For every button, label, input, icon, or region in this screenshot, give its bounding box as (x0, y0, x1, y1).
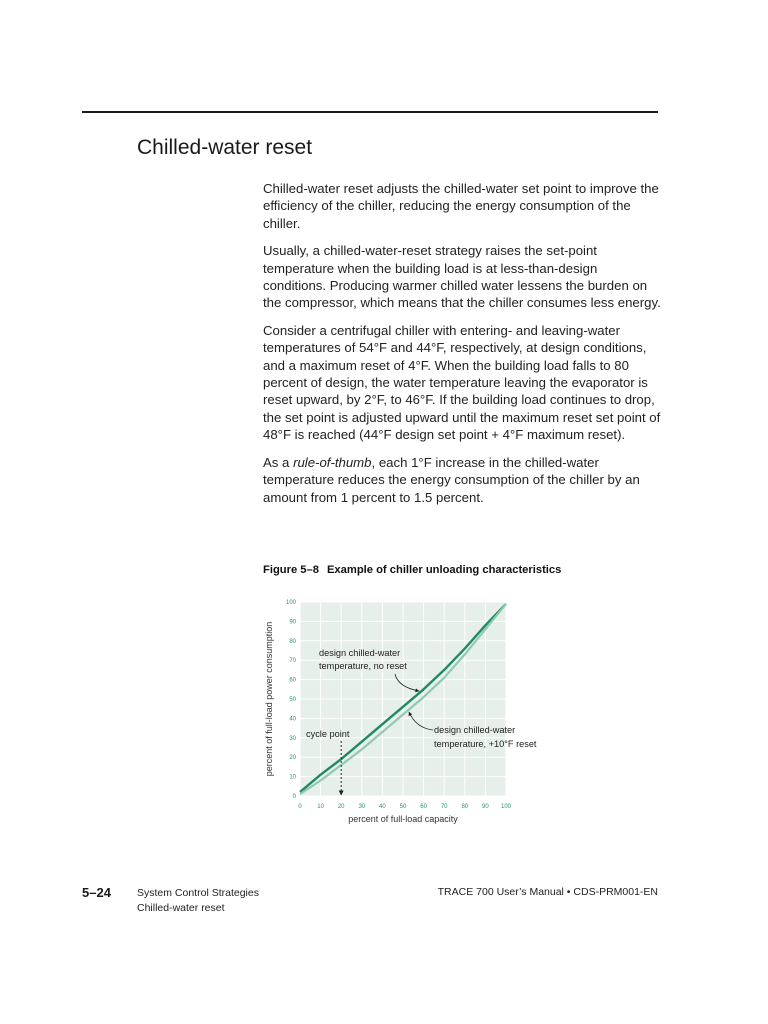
x-tick-labels (298, 804, 511, 810)
x-tick-label: 70 (440, 804, 448, 810)
x-tick-label: 50 (399, 804, 407, 810)
rule-of-thumb-emphasis: rule-of-thumb (293, 454, 372, 470)
x-tick-label: 20 (337, 804, 345, 810)
footer-chapter: System Control Strategies (137, 887, 259, 899)
x-tick-label: 100 (500, 804, 512, 810)
y-tick-label: 50 (289, 697, 296, 703)
page-number: 5–24 (82, 885, 111, 900)
x-tick-label: 60 (420, 804, 427, 810)
y-tick-label: 60 (289, 677, 296, 684)
footer-chapter-info (137, 886, 259, 915)
y-tick-label: 80 (289, 638, 296, 645)
x-tick-label: 90 (482, 804, 489, 810)
y-tick-label: 0 (292, 794, 296, 800)
header-rule (82, 111, 658, 113)
footer-manual: TRACE 700 User’s Manual • CDS-PRM001-EN (437, 886, 658, 898)
section-title: Chilled-water reset (137, 136, 313, 159)
y-axis-label: percent of full-load power consumption (264, 621, 274, 777)
x-tick-label: 80 (461, 804, 469, 810)
paragraph-2: Usually, a chilled-water-reset strategy raises the set-point temperature when the building load is at less-than-design conditions. Producing warmer chilled water lessens the burden on the compressor, which means that the chiller consumes less energy. (263, 243, 661, 311)
y-tick-label: 40 (289, 716, 296, 723)
x-tick-label: 40 (379, 804, 386, 810)
paragraph-4-suffix: , each 1°F increase in the chilled-water temperature reduces the energy consumption of the chiller by an amount from 1 percent to 1.5 percent. (263, 454, 640, 505)
paragraph-4 (263, 454, 663, 506)
x-tick-label: 0 (298, 804, 302, 810)
y-tick-label: 30 (289, 735, 296, 742)
x-tick-label: 30 (358, 804, 366, 810)
no-reset-label-line2: temperature, no reset (319, 661, 407, 671)
y-tick-label: 10 (289, 774, 296, 781)
y-tick-label: 100 (285, 600, 296, 606)
x-axis-label: percent of full-load capacity (348, 814, 458, 824)
paragraph-1: Chilled-water reset adjusts the chilled-water set point to improve the efficiency of the chiller, reducing the energy consumption of the chiller. (263, 181, 659, 231)
reset-label-line1: design chilled-water (434, 725, 516, 735)
x-tick-label: 10 (317, 804, 324, 810)
figure-number: Figure 5–8 (263, 564, 319, 576)
paragraph-4-prefix: As a (263, 454, 294, 470)
paragraph-3: Consider a centrifugal chiller with entering- and leaving-water temperatures of 54°F and 44°F, respectively, at design conditions, and a maximum reset of 4°F. When the building load falls to 80 percent of design, the water temperature leaving the evaporator is reset upward, by 2°F, to 46°F. If the building load continues to drop, the set point is adjusted upward until the maximum reset set point of 48°F is reached (44°F design set point + 4°F maximum reset). (263, 322, 661, 443)
chiller-unloading-chart (258, 590, 578, 830)
footer-section: Chilled-water reset (137, 901, 225, 914)
y-tick-labels (286, 600, 297, 800)
y-tick-label: 20 (289, 755, 296, 762)
figure-caption (263, 564, 561, 576)
figure-title: Example of chiller unloading characteristics (326, 564, 562, 576)
no-reset-label-line1: design chilled-water (319, 648, 401, 658)
reset-label-line2: temperature, +10°F reset (434, 739, 537, 749)
y-tick-label: 70 (289, 658, 296, 665)
body-text (263, 180, 663, 516)
y-tick-label: 90 (289, 619, 296, 626)
cycle-point-label: cycle point (306, 729, 350, 739)
